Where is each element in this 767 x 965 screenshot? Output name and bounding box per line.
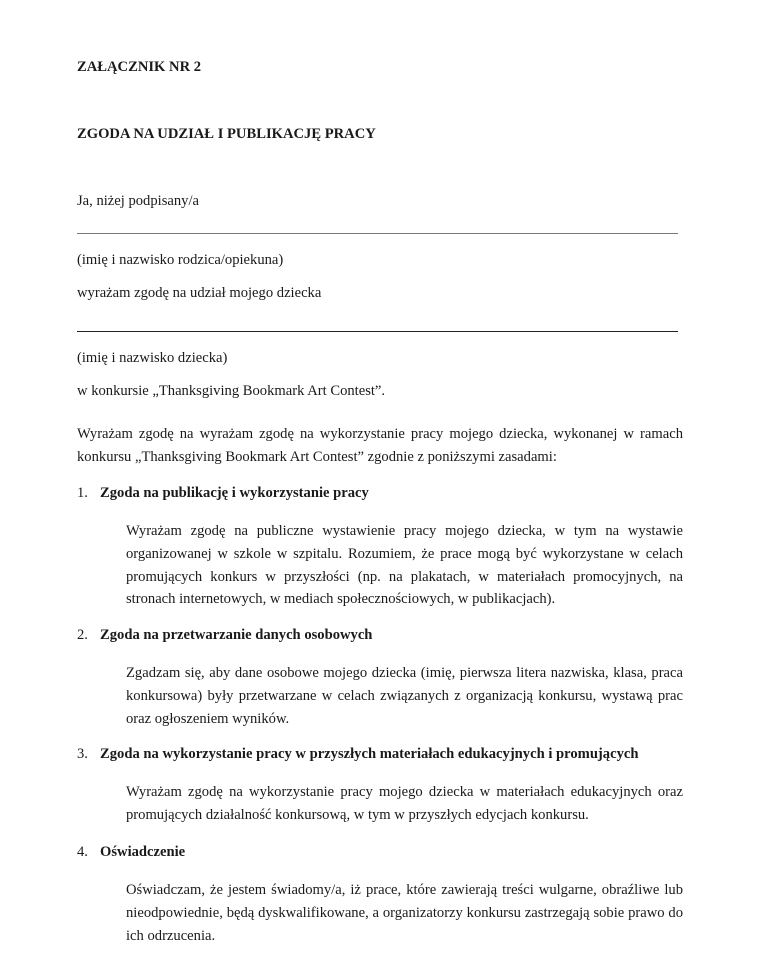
consent-intro: wyrażam zgodę na udział mojego dziecka bbox=[77, 285, 322, 301]
main-paragraph: Wyrażam zgodę na wyrażam zgodę na wykorzystanie pracy mojego dziecka, wykonanej w ramach konkursu „Thanksgiving Bookmark Art Contest” zgodnie z poniższymi zasadami: bbox=[77, 426, 683, 465]
child-name-field-line bbox=[77, 331, 678, 332]
section-1-heading bbox=[77, 485, 369, 502]
section-4-number: 4. bbox=[77, 844, 88, 860]
section-4-body: Oświadczam, że jestem świadomy/a, iż prace, które zawierają treści wulgarne, obraźliwe lub nieodpowiednie, będą dyskwalifikowane, a organizatorzy konkursu zastrzegają sobie prawo do ich odrzucenia. bbox=[126, 882, 683, 944]
section-2-heading bbox=[77, 627, 373, 644]
signer-intro: Ja, niżej podpisany/a bbox=[77, 193, 199, 209]
section-1-body: Wyrażam zgodę na publiczne wystawienie pracy mojego dziecka, w tym na wystawie organizowanej w szkole w szpitalu. Rozumiem, że prace mogą być wykorzystane w celach promujących konkurs w przyszłości (np. na plakatach, w materiałach promocyjnych, na stronach internetowych, w mediach społecznościowych, w publikacjach). bbox=[126, 523, 683, 608]
section-2-number: 2. bbox=[77, 627, 88, 643]
section-3-heading bbox=[77, 746, 639, 763]
section-3-number: 3. bbox=[77, 746, 88, 762]
section-3-body: Wyrażam zgodę na wykorzystanie pracy mojego dziecka w materiałach edukacyjnych oraz promujących działalność konkursową, w tym w przyszłych edycjach konkursu. bbox=[126, 784, 683, 823]
contest-line: w konkursie „Thanksgiving Bookmark Art Contest”. bbox=[77, 383, 386, 399]
child-name-caption: (imię i nazwisko dziecka) bbox=[77, 350, 228, 366]
section-3-title: Zgoda na wykorzystanie pracy w przyszłych materiałach edukacyjnych i promujących bbox=[100, 746, 639, 762]
section-4-title: Oświadczenie bbox=[100, 844, 186, 860]
section-2-body: Zgadzam się, aby dane osobowe mojego dziecka (imię, pierwsza litera nazwiska, klasa, praca konkursowa) były przetwarzane w celach związanych z organizacją konkursu, wystawą prac oraz ogłoszeniem wyników. bbox=[126, 665, 683, 727]
document-title: ZGODA NA UDZIAŁ I PUBLIKACJĘ PRACY bbox=[77, 126, 376, 142]
section-1-title: Zgoda na publikację i wykorzystanie pracy bbox=[100, 485, 369, 501]
section-1-number: 1. bbox=[77, 485, 88, 501]
parent-name-caption: (imię i nazwisko rodzica/opiekuna) bbox=[77, 252, 284, 268]
parent-name-field-line bbox=[77, 233, 678, 234]
section-4-heading bbox=[77, 844, 186, 861]
section-2-title: Zgoda na przetwarzanie danych osobowych bbox=[100, 627, 373, 643]
annex-title: ZAŁĄCZNIK NR 2 bbox=[77, 59, 202, 75]
